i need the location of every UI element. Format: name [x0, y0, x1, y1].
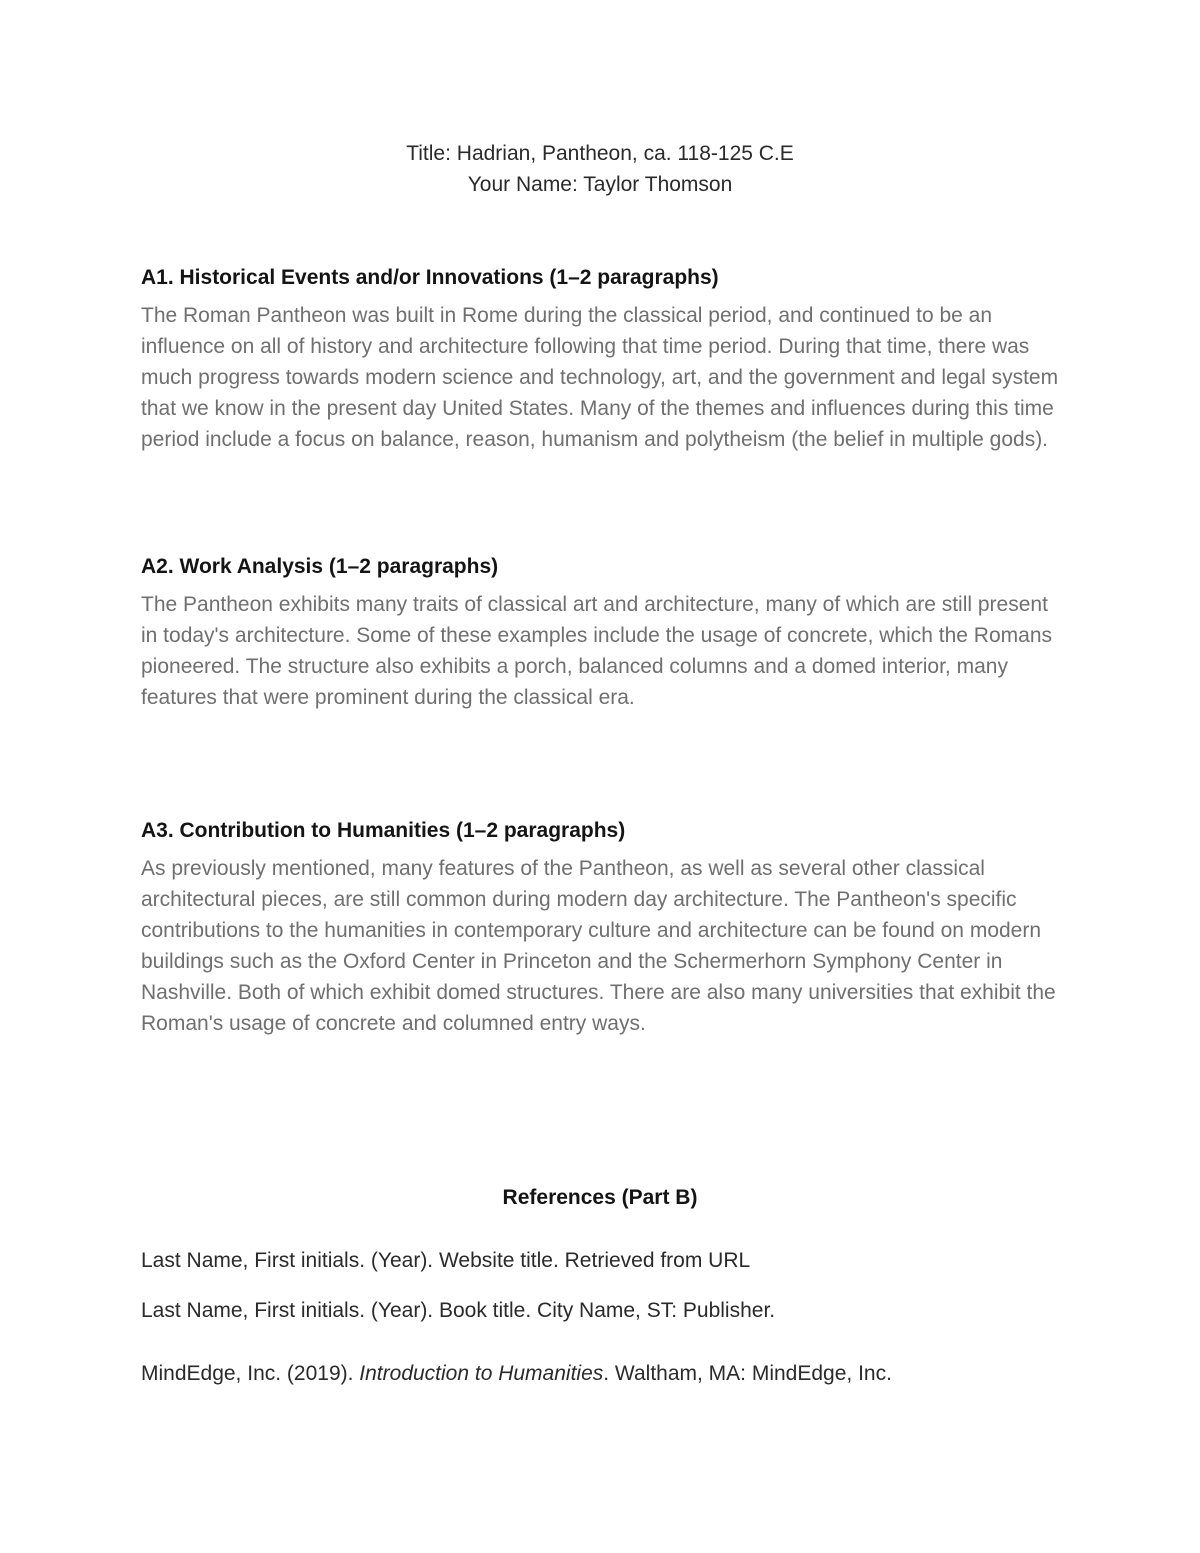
section-a3	[141, 815, 1061, 1039]
reference-item: Last Name, First initials. (Year). Website title. Retrieved from URL	[141, 1249, 751, 1272]
section-a1-body: The Roman Pantheon was built in Rome during the classical period, and continued to be an influence on all of history and architecture following that time period. During that time, there was much progress towards modern science and technology, art, and the government and legal system that we know in the present day United States. Many of the themes and influences during this time period include a focus on balance, reason, humanism and polytheism (the belief in multiple gods).	[141, 304, 1059, 451]
reference-item: Last Name, First initials. (Year). Book title. City Name, ST: Publisher.	[141, 1299, 776, 1322]
references-heading: References (Part B)	[502, 1186, 698, 1209]
reference-item	[141, 1362, 1101, 1386]
reference-suffix: . Waltham, MA: MindEdge, Inc.	[603, 1362, 892, 1385]
document-title: Title: Hadrian, Pantheon, ca. 118-125 C.E	[406, 142, 794, 165]
author-name: Your Name: Taylor Thomson	[467, 173, 733, 196]
reference-book-title: Introduction to Humanities	[359, 1362, 604, 1385]
section-a2-body: The Pantheon exhibits many traits of classical art and architecture, many of which are still present in today's architecture. Some of these examples include the usage of concrete, which the Romans pioneered. The structure also exhibits a porch, balanced columns and a domed interior, many features that were prominent during the classical era.	[141, 593, 1053, 709]
reference-prefix: MindEdge, Inc. (2019).	[141, 1362, 360, 1385]
section-a3-heading: A3. Contribution to Humanities (1–2 paragraphs)	[141, 819, 626, 842]
section-a2-heading: A2. Work Analysis (1–2 paragraphs)	[141, 555, 499, 578]
section-a1	[141, 262, 1061, 455]
section-a2	[141, 551, 1061, 713]
section-a3-body: As previously mentioned, many features of the Pantheon, as well as several other classical architectural pieces, are still common during modern day architecture. The Pantheon's specific contributions to the humanities in contemporary culture and architecture can be found on modern buildings such as the Oxford Center in Princeton and the Schermerhorn Symphony Center in Nashville. Both of which exhibit domed structures. There are also many universities that exhibit the Roman's usage of concrete and columned entry ways.	[141, 857, 1056, 1035]
section-a1-heading: A1. Historical Events and/or Innovations (1–2 paragraphs)	[141, 266, 719, 289]
